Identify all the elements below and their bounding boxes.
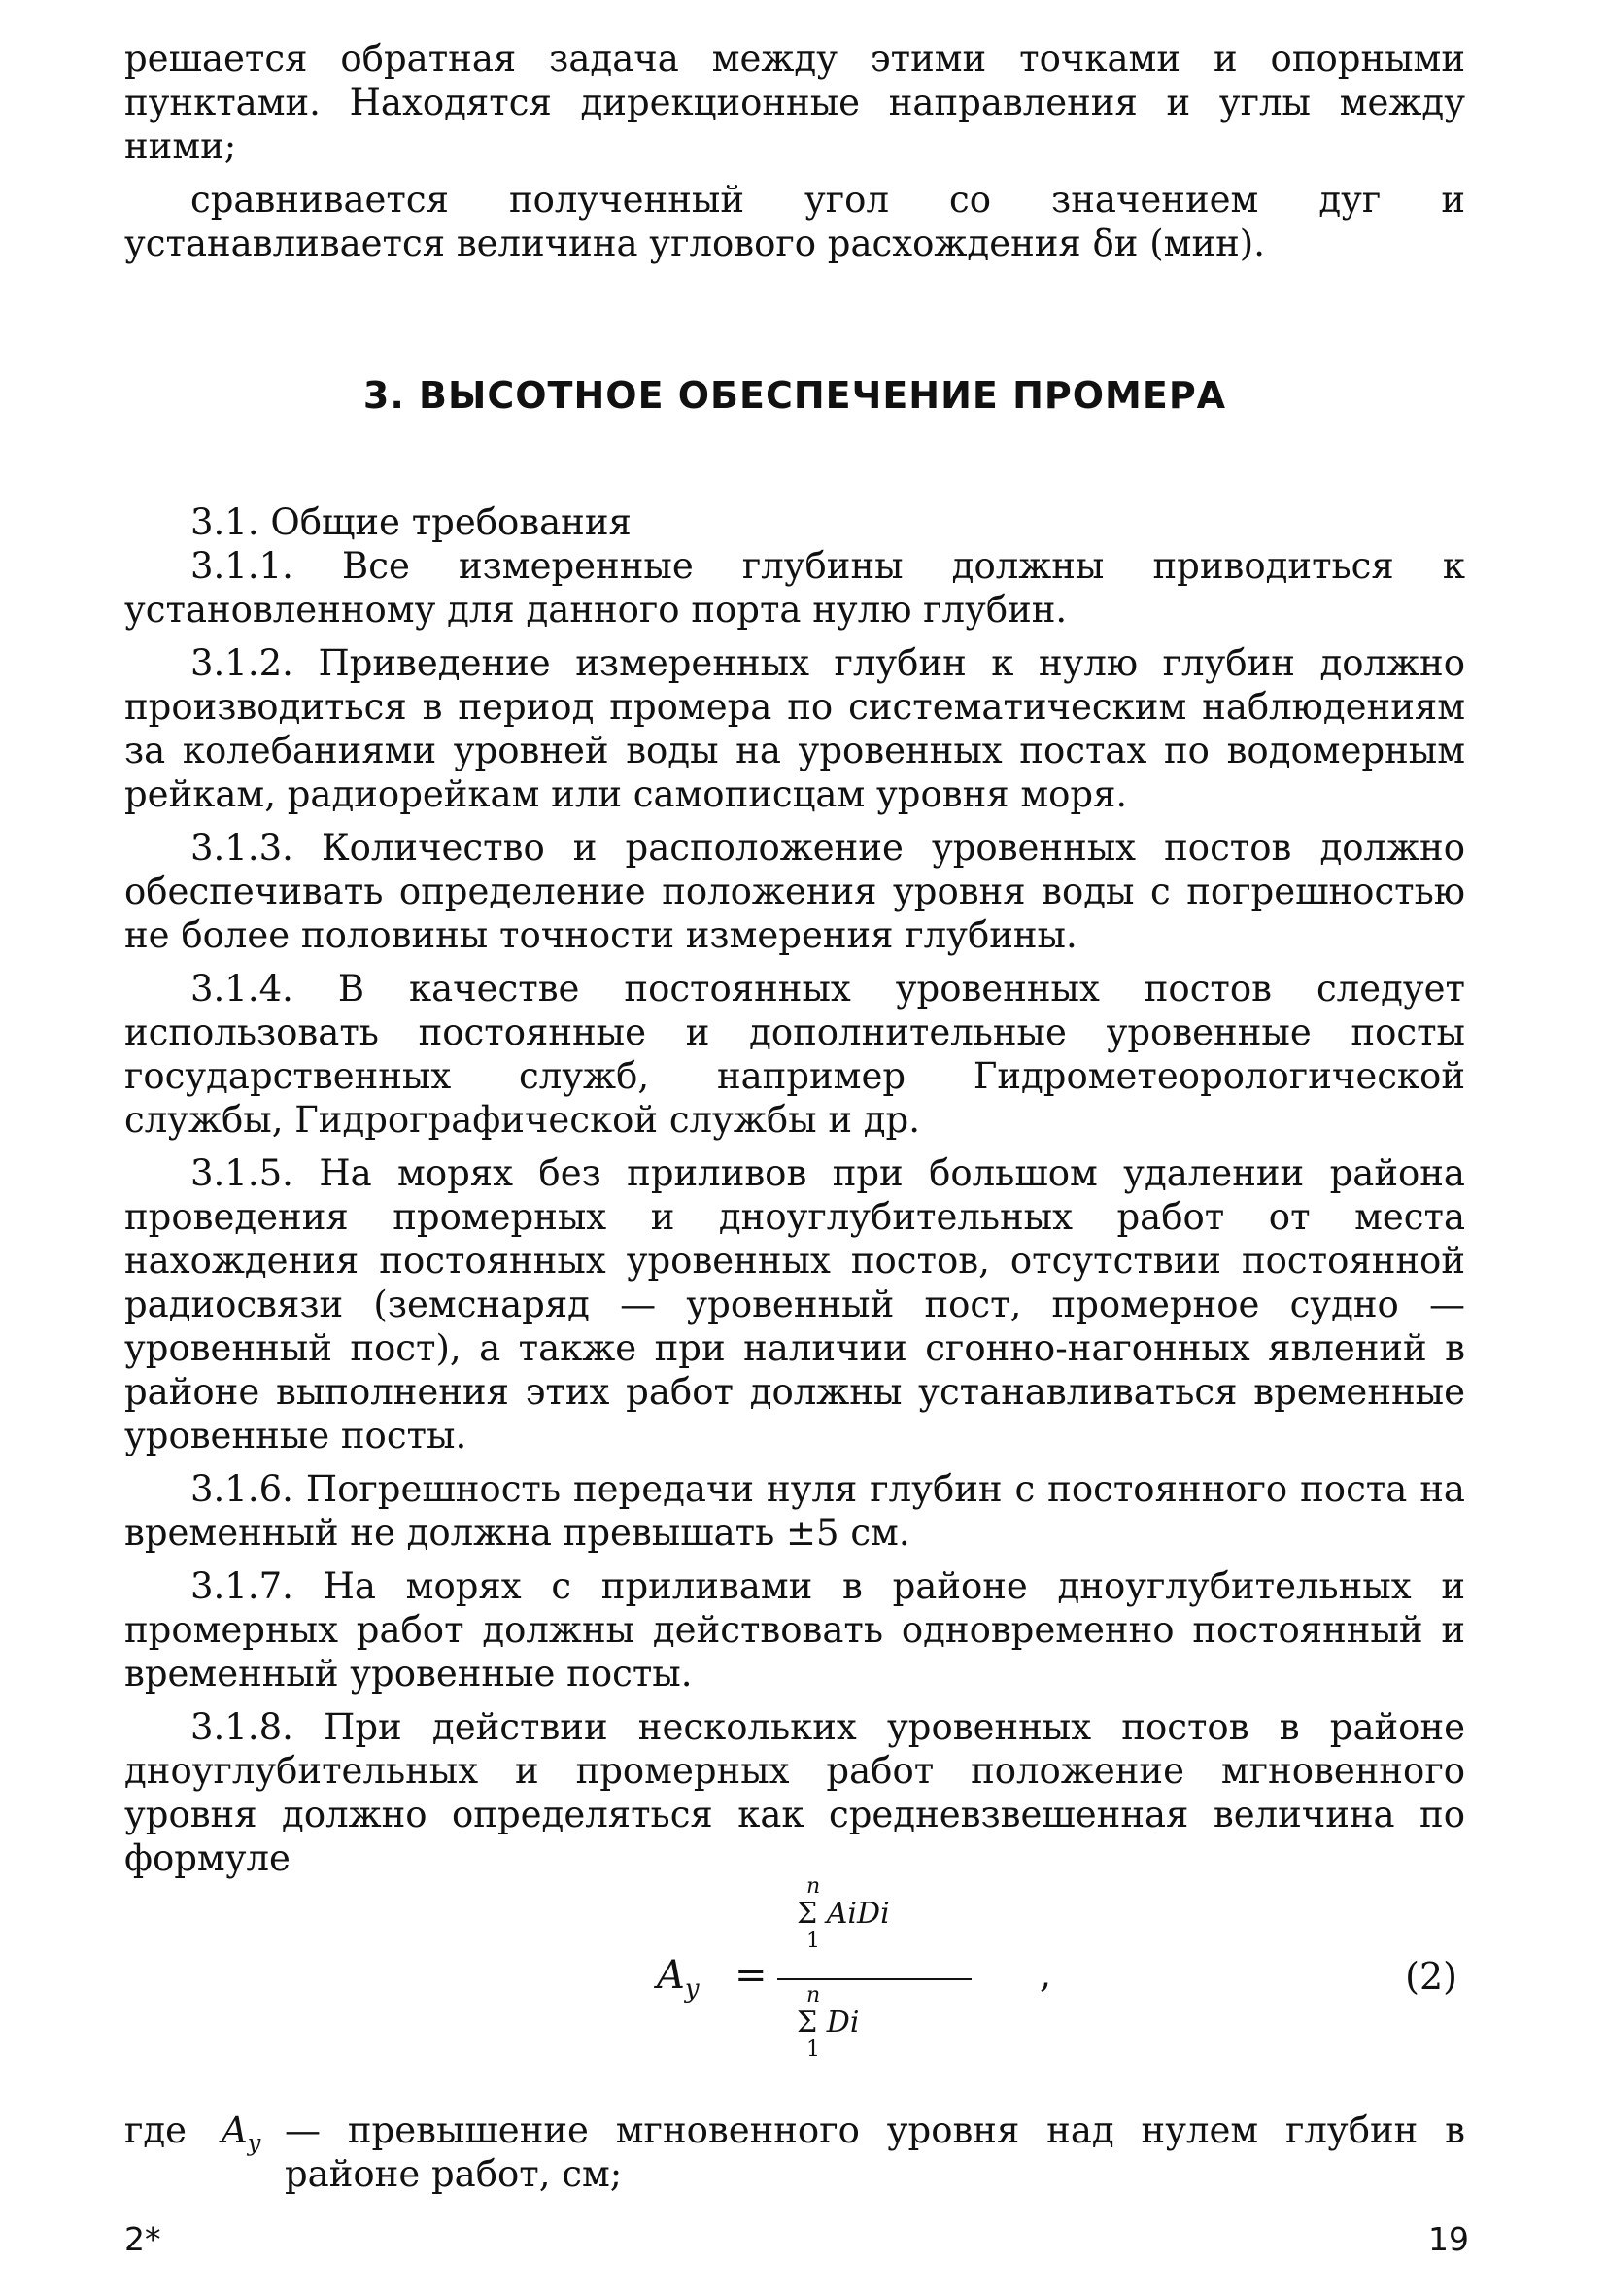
formula-comma: , — [1040, 1953, 1052, 1996]
formula-numerator — [797, 1875, 991, 1953]
numerator-expression: Σ AiDi — [797, 1897, 890, 1931]
paragraph-3-1-7: 3.1.7. На морях с приливами в районе дноуглубительных и промерных работ должны действовать одновременно постоянный и временный уровенные посты. — [124, 1565, 1465, 1695]
paragraph-3-1-6: 3.1.6. Погрешность передачи нуля глубин с постоянного поста на временный не должна превышать ±5 см. — [124, 1468, 1465, 1554]
denominator-lower-limit: 1 — [806, 2038, 820, 2062]
denominator-upper-limit: n — [806, 1983, 821, 2007]
section-heading: 3. ВЫСОТНОЕ ОБЕСПЕЧЕНИЕ ПРОМЕРА — [362, 374, 1227, 417]
formula-denominator — [797, 1984, 991, 2062]
paragraph-3-1-2: 3.1.2. Приведение измеренных глубин к нулю глубин должно производиться в период промера по систематическим наблюдениям за колебаниями уровней воды на уровенных постах по водомерным рейкам, радиорейкам или самописцам уровня моря. — [124, 642, 1465, 815]
fraction-bar — [777, 1978, 972, 1980]
intro-paragraph-1: решается обратная задача между этими точками и опорными пунктами. Находятся дирекционные направления и углы между ними; — [124, 38, 1465, 167]
paragraph-3-1-8: 3.1.8. При действии нескольких уровенных постов в районе дноуглубительных и промерных работ положение мгновенного уровня должно определяться как средневзвешенная величина по формуле — [124, 1706, 1465, 1879]
signature-mark: 2* — [124, 2220, 161, 2258]
intro-paragraph-2: сравнивается полученный угол со значением дуг и устанавливается величина углового расхождения δи (мин). — [124, 179, 1465, 264]
where-keyword: где — [124, 2109, 188, 2151]
numerator-upper-limit: n — [806, 1874, 821, 1899]
intro-block — [124, 37, 1465, 265]
page-number: 19 — [1428, 2220, 1469, 2258]
subsection-heading: 3.1. Общие требования — [190, 501, 632, 543]
paragraph-3-1-5: 3.1.5. На морях без приливов при большом удалении района проведения промерных и дноуглубительных работ от места нахождения постоянных уровенных постов, отсутствии постоянной радиосвязи (земснаряд — уровенный пост, промерное судно — уровенный пост), а также при наличии сгонно-нагонных явлений в районе выполнения этих работ должны устанавливаться временные уровенные посты. — [124, 1152, 1465, 1456]
formula-2 — [124, 1875, 1465, 2079]
paragraph-3-1-4: 3.1.4. В качестве постоянных уровенных постов следует использовать постоянные и дополнительные уровенные посты государственных служб, например Гидрометеорологической службы, Гидрографической службы и др. — [124, 968, 1465, 1141]
numerator-lower-limit: 1 — [806, 1929, 820, 1953]
where-symbol: $A_y$ — [222, 2109, 261, 2157]
where-definition: — превышение мгновенного уровня над нулем глубин в районе работ, см; — [285, 2109, 1465, 2195]
formula-number: (2) — [1405, 1955, 1457, 1998]
formula-lhs: $A_y$ — [657, 1953, 700, 2004]
denominator-expression: Σ Di — [797, 2005, 860, 2039]
formula-fraction — [777, 1875, 1020, 2079]
paragraph-3-1-3: 3.1.3. Количество и расположение уровенных постов должно обеспечивать определение положения уровня воды с погрешностью не более половины точности измерения глубины. — [124, 827, 1465, 956]
formula-equals: = — [735, 1953, 768, 1998]
section-body — [124, 500, 1465, 1880]
paragraph-3-1-1: 3.1.1. Все измеренные глубины должны приводиться к установленному для данного порта нулю глубин. — [124, 545, 1465, 631]
